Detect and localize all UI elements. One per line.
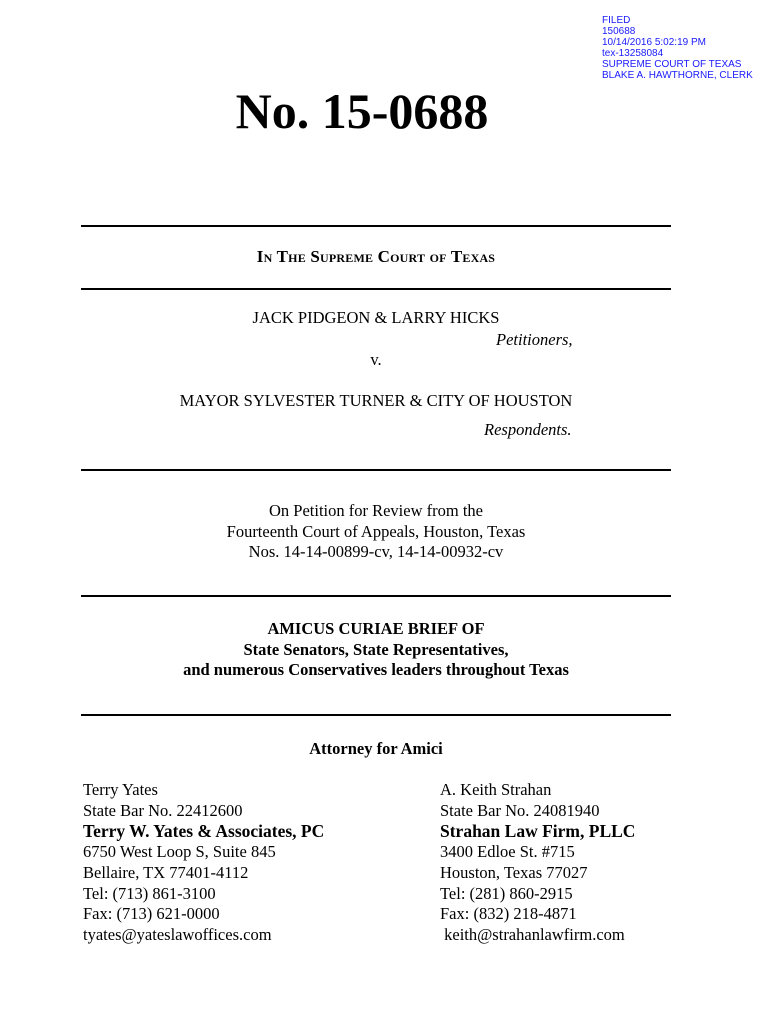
brief-line: and numerous Conservatives leaders throughout Texas xyxy=(183,660,569,679)
divider xyxy=(81,288,671,290)
attorney-name: A. Keith Strahan xyxy=(440,780,552,799)
respondents-names: MAYOR SYLVESTER TURNER & CITY OF HOUSTON xyxy=(179,391,573,410)
petitioners-role: Petitioners, xyxy=(496,330,573,349)
attorney-block-yates xyxy=(83,780,324,946)
attorney-address: 3400 Edloe St. #715 xyxy=(440,842,575,862)
stamp-line: 150688 xyxy=(602,26,636,37)
divider xyxy=(81,714,671,716)
respondents-role: Respondents. xyxy=(484,420,572,439)
petition-line: Nos. 14-14-00899-cv, 14-14-00932-cv xyxy=(248,542,504,561)
petition-line: On Petition for Review from the xyxy=(268,501,483,520)
stamp-line: tex-13258084 xyxy=(602,48,664,59)
attorney-address: Houston, Texas 77027 xyxy=(440,862,588,882)
attorney-firm: Strahan Law Firm, PLLC xyxy=(440,821,636,842)
divider xyxy=(81,225,671,227)
petition-info xyxy=(81,501,671,563)
attorney-name: Terry Yates xyxy=(83,780,158,799)
attorney-email: tyates@yateslawoffices.com xyxy=(83,924,272,944)
attorney-block-strahan xyxy=(440,780,635,946)
brief-line: State Senators, State Representatives, xyxy=(243,639,509,659)
attorney-email: keith@strahanlawfirm.com xyxy=(440,924,625,944)
stamp-line: SUPREME COURT OF TEXAS xyxy=(602,59,742,70)
attorney-fax: Fax: (832) 218-4871 xyxy=(440,904,577,924)
attorney-firm: Terry W. Yates & Associates, PC xyxy=(83,821,325,842)
court-name: In The Supreme Court of Texas xyxy=(256,247,496,266)
brief-heading xyxy=(81,619,671,681)
stamp-line: FILED xyxy=(602,15,631,26)
stamp-line: BLAKE A. HAWTHORNE, CLERK xyxy=(602,70,753,81)
petitioners-names: JACK PIDGEON & LARRY HICKS xyxy=(252,308,500,327)
attorney-heading: Attorney for Amici xyxy=(309,739,443,758)
stamp-line: 10/14/2016 5:02:19 PM xyxy=(602,37,706,48)
attorney-bar-number: State Bar No. 22412600 xyxy=(83,800,243,820)
attorney-phone: Tel: (281) 860-2915 xyxy=(440,883,573,903)
attorney-bar-number: State Bar No. 24081940 xyxy=(440,800,600,820)
brief-title: AMICUS CURIAE BRIEF OF xyxy=(267,619,485,638)
docket-number: No. 15-0688 xyxy=(235,83,489,139)
attorney-address: Bellaire, TX 77401-4112 xyxy=(83,862,249,882)
attorney-phone: Tel: (713) 861-3100 xyxy=(83,883,216,903)
attorney-address: 6750 West Loop S, Suite 845 xyxy=(83,842,276,862)
filing-stamp xyxy=(602,15,753,81)
versus: v. xyxy=(370,350,382,369)
attorney-fax: Fax: (713) 621-0000 xyxy=(83,904,220,924)
divider xyxy=(81,595,671,597)
petition-line: Fourteenth Court of Appeals, Houston, Texas xyxy=(226,521,526,541)
divider xyxy=(81,469,671,471)
